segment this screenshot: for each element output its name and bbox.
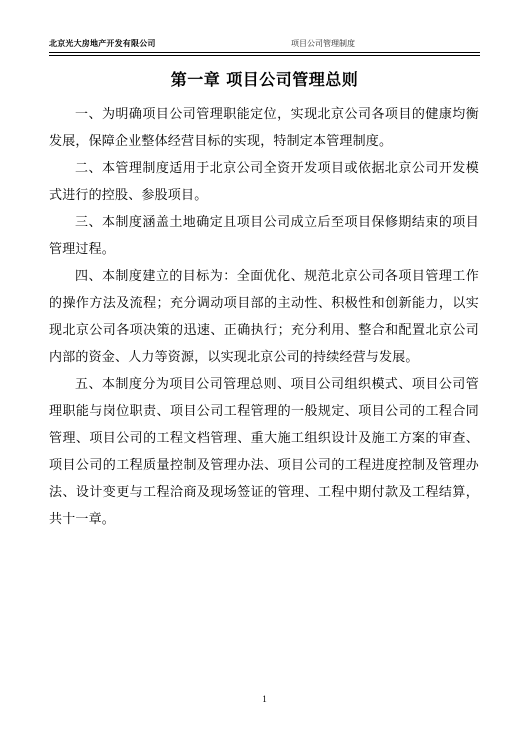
paragraph-5: 五、本制度分为项目公司管理总则、项目公司组织模式、项目公司管理职能与岗位职责、项目公司工程管理的一般规定、项目公司的工程合同管理、项目公司的工程文档管理、重大施工组织设计及施工方案的审查、项目公司的工程质量控制及管理办法、项目公司的工程进度控制及管理办法、设计变更与工程洽商及现场签证的管理、工程中期付款及工程结算，共十一章。: [49, 377, 479, 527]
header-company-name: 北京光大房地产开发有限公司: [49, 39, 156, 48]
paragraph-3: 三、本制度涵盖土地确定且项目公司成立后至项目保修期结束的项目管理过程。: [49, 215, 479, 257]
header-document-name: 项目公司管理制度: [291, 39, 355, 48]
document-body: [49, 101, 479, 533]
paragraph-1: 一、为明确项目公司管理职能定位，实现北京公司各项目的健康均衡发展，保障企业整体经营目标的实现，特制定本管理制度。: [49, 107, 479, 149]
page-header: [49, 38, 480, 53]
page-number: 1: [262, 694, 267, 704]
header-divider: [49, 55, 480, 56]
chapter-title: 第一章 项目公司管理总则: [170, 70, 359, 89]
paragraph-2: 二、本管理制度适用于北京公司全资开发项目或依据北京公司开发模式进行的控股、参股项目。: [49, 161, 479, 203]
paragraph-4: 四、本制度建立的目标为：全面优化、规范北京公司各项目管理工作的操作方法及流程；充分调动项目部的主动性、积极性和创新能力，以实现北京公司各项决策的迅速、正确执行；充分利用、整合和配置北京公司内部的资金、人力等资源，以实现北京公司的持续经营与发展。: [49, 269, 479, 365]
